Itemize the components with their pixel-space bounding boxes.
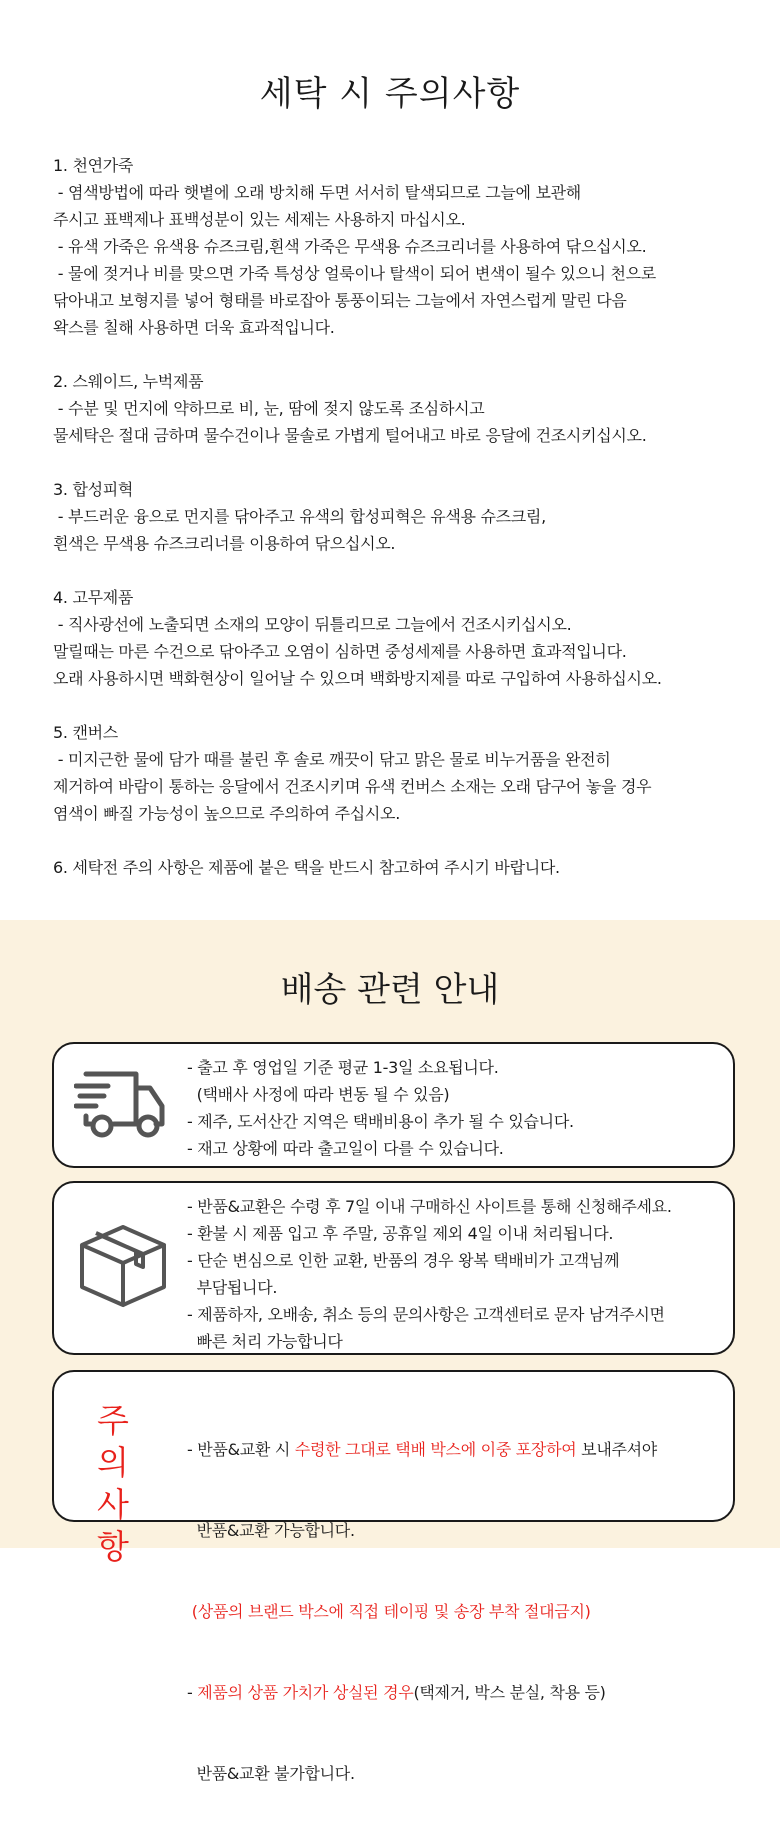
list-item: - 출고 후 영업일 기준 평균 1-3일 소요됩니다. [187, 1058, 499, 1077]
caution-box [52, 1370, 735, 1783]
caution-text-plain: 보내주셔야 [576, 1440, 657, 1459]
care-item-heading: 2. 스웨이드, 누벅제품 [53, 372, 204, 391]
care-item-line: 말릴때는 마른 수건으로 닦아주고 오염이 심하면 중성세제를 사용하면 효과적입니다. [53, 642, 627, 661]
caution-warning: (상품의 브랜드 박스에 직접 테이핑 및 송장 부착 절대금지) [187, 1602, 591, 1621]
list-item: - 반품&교환은 수령 후 7일 이내 구매하신 사이트를 통해 신청해주세요. [187, 1197, 672, 1216]
care-body [53, 152, 753, 908]
caution-text [187, 1382, 657, 1841]
caution-highlight: 수령한 그대로 택배 박스에 이중 포장하여 [294, 1440, 577, 1459]
list-item: - 재고 상황에 따라 출고일이 다를 수 있습니다. [187, 1139, 504, 1158]
care-item-heading: 4. 고무제품 [53, 588, 134, 607]
list-item [187, 1679, 657, 1706]
care-item-line: 왁스를 칠해 사용하면 더욱 효과적입니다. [53, 318, 335, 337]
care-item-line: - 염색방법에 따라 햇볕에 오래 방치해 두면 서서히 탈색되므로 그늘에 보관해 [53, 183, 581, 202]
care-item [53, 368, 753, 449]
care-item-line: - 유색 가죽은 유색용 슈즈크림,흰색 가죽은 무색용 슈즈크리너를 사용하여 닦으십시오. [53, 237, 647, 256]
list-item: 부담됩니다. [187, 1278, 278, 1297]
delivery-truck-icon [74, 1066, 169, 1150]
care-item [53, 152, 753, 341]
care-item-line: 닦아내고 보형지를 넣어 형태를 바로잡아 통풍이되는 그늘에서 자연스럽게 말린 다음 [53, 291, 627, 310]
caution-label-line1: 주의 [97, 1401, 141, 1482]
delivery-info-box [52, 1042, 735, 1168]
care-item-heading: 1. 천연가죽 [53, 156, 134, 175]
care-item-line: - 수분 및 먼지에 약하므로 비, 눈, 땀에 젖지 않도록 조심하시고 [53, 399, 485, 418]
shipping-section [0, 920, 780, 1783]
list-item: (택배사 사정에 따라 변동 될 수 있음) [187, 1085, 450, 1104]
list-item [187, 1436, 657, 1463]
shipping-title: 배송 관련 안내 [280, 970, 500, 1010]
list-item: - 환불 시 제품 입고 후 주말, 공휴일 제외 4일 이내 처리됩니다. [187, 1224, 614, 1243]
returns-info-text [187, 1193, 672, 1355]
care-item-line: - 직사광선에 노출되면 소재의 모양이 뒤틀리므로 그늘에서 건조시키십시오. [53, 615, 572, 634]
care-item-heading: 6. 세탁전 주의 사항은 제품에 붙은 택을 반드시 참고하여 주시기 바랍니다. [53, 858, 560, 877]
care-item-line: - 미지근한 물에 담가 때를 불린 후 솔로 깨끗이 닦고 맑은 물로 비누거품을 완전히 [53, 750, 611, 769]
returns-info-box [52, 1181, 735, 1355]
care-item-line: 주시고 표백제나 표백성분이 있는 세제는 사용하지 마십시오. [53, 210, 466, 229]
package-box-icon [78, 1223, 168, 1313]
care-item [53, 854, 753, 881]
list-item: - 제품하자, 오배송, 취소 등의 문의사항은 고객센터로 문자 남겨주시면 [187, 1305, 665, 1324]
care-item-line: - 물에 젖거나 비를 맞으면 가죽 특성상 얼룩이나 탈색이 되어 변색이 될수 있으니 천으로 [53, 264, 656, 283]
care-item [53, 476, 753, 557]
care-item-heading: 3. 합성피혁 [53, 480, 134, 499]
care-item-line: 염색이 빠질 가능성이 높으므로 주의하여 주십시오. [53, 804, 400, 823]
caution-label [79, 1400, 159, 1568]
list-item: 반품&교환 불가합니다. [187, 1764, 355, 1783]
care-item-line: 제거하여 바람이 통하는 응달에서 건조시키며 유색 컨버스 소재는 오래 담구어 놓을 경우 [53, 777, 652, 796]
list-item: 빠른 처리 가능합니다 [187, 1332, 343, 1351]
care-section [0, 0, 780, 920]
caution-label-line2: 사항 [97, 1485, 141, 1566]
list-item: - 단순 변심으로 인한 교환, 반품의 경우 왕복 택배비가 고객님께 [187, 1251, 620, 1270]
care-item-line: - 부드러운 융으로 먼지를 닦아주고 유색의 합성피혁은 유색용 슈즈크림, [53, 507, 546, 526]
care-item-line: 흰색은 무색용 슈즈크리너를 이용하여 닦으십시오. [53, 534, 396, 553]
list-item: - 제주, 도서산간 지역은 택배비용이 추가 될 수 있습니다. [187, 1112, 574, 1131]
caution-text-plain: - [187, 1683, 198, 1702]
caution-text-plain: (택제거, 박스 분실, 착용 등) [413, 1683, 606, 1702]
care-title: 세탁 시 주의사항 [259, 74, 521, 114]
delivery-info-text [187, 1054, 574, 1162]
care-item-line: 오래 사용하시면 백화현상이 일어날 수 있으며 백화방지제를 따로 구입하여 사용하십시오. [53, 669, 662, 688]
care-item [53, 584, 753, 692]
list-item: 반품&교환 가능합니다. [187, 1521, 355, 1540]
caution-text-plain: - 반품&교환 시 [187, 1440, 295, 1459]
care-item [53, 719, 753, 827]
care-item-heading: 5. 캔버스 [53, 723, 118, 742]
caution-highlight: 제품의 상품 가치가 상실된 경우 [197, 1683, 414, 1702]
care-item-line: 물세탁은 절대 금하며 물수건이나 물솔로 가볍게 털어내고 바로 응달에 건조시키십시오. [53, 426, 647, 445]
